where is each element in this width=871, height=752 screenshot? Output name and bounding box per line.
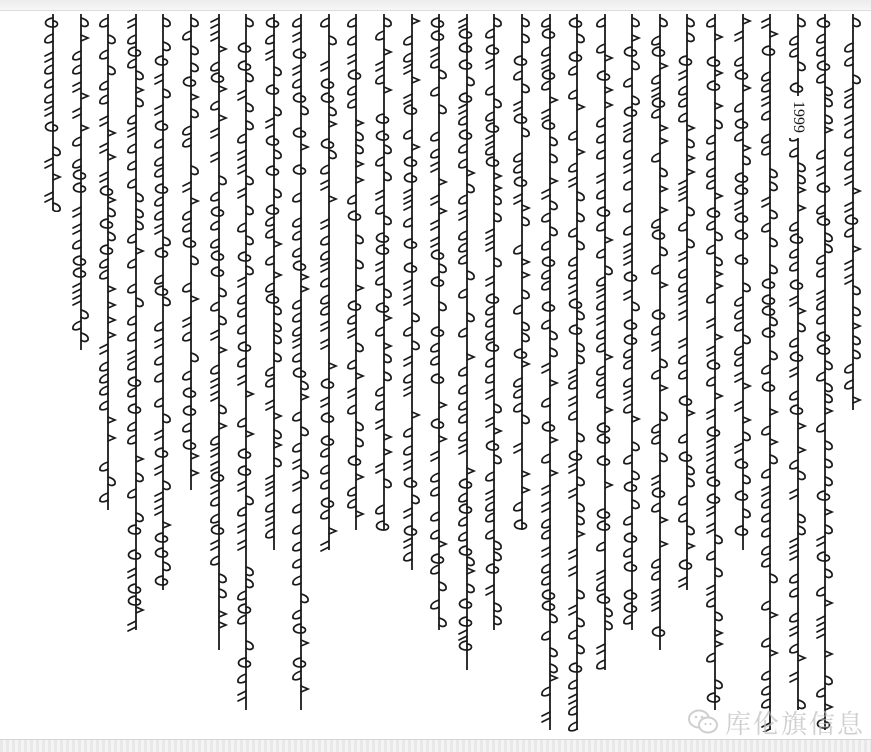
text-column xyxy=(481,12,507,632)
mongolian-script-glyphs xyxy=(509,12,535,532)
bottom-border xyxy=(0,739,871,752)
mongolian-script-glyphs xyxy=(261,12,287,552)
mongolian-script-glyphs xyxy=(123,12,149,632)
text-column xyxy=(537,12,563,732)
mongolian-script-glyphs xyxy=(178,12,204,492)
text-column xyxy=(757,12,783,732)
text-column xyxy=(592,12,618,672)
text-column xyxy=(399,12,425,572)
mongolian-script-glyphs xyxy=(40,12,66,212)
text-column xyxy=(288,12,314,712)
mongolian-script-glyphs xyxy=(757,12,783,732)
text-column xyxy=(730,12,756,552)
watermark xyxy=(687,706,865,738)
text-column xyxy=(95,12,121,512)
mongolian-script-glyphs xyxy=(206,12,232,652)
text-column xyxy=(426,12,452,632)
text-column xyxy=(40,12,66,212)
mongolian-script-glyphs xyxy=(674,12,700,592)
text-column xyxy=(647,12,673,652)
text-column xyxy=(343,12,369,532)
text-column xyxy=(316,12,342,552)
mongolian-script-glyphs xyxy=(564,12,590,732)
mongolian-script-glyphs xyxy=(399,12,425,572)
mongolian-script-glyphs xyxy=(316,12,342,552)
text-column xyxy=(509,12,535,532)
mongolian-script-glyphs xyxy=(647,12,673,652)
top-border xyxy=(0,0,871,11)
text-column xyxy=(150,12,176,592)
text-column xyxy=(619,12,645,632)
text-column xyxy=(840,12,866,412)
mongolian-script-glyphs xyxy=(150,12,176,592)
text-column xyxy=(674,12,700,592)
text-column xyxy=(702,12,728,712)
text-column xyxy=(454,12,480,672)
mongolian-script-glyphs xyxy=(343,12,369,532)
mongolian-script-glyphs xyxy=(812,12,838,732)
mongolian-script-glyphs xyxy=(730,12,756,552)
text-column xyxy=(123,12,149,632)
mongolian-script-glyphs xyxy=(426,12,452,632)
watermark-text: 库伦旗信息 xyxy=(724,709,865,740)
mongolian-script-glyphs xyxy=(619,12,645,632)
wechat-icon xyxy=(687,708,719,736)
text-column xyxy=(178,12,204,492)
mongolian-text-block xyxy=(40,12,866,732)
text-column xyxy=(206,12,232,652)
mongolian-script-glyphs xyxy=(537,12,563,732)
mongolian-script-glyphs xyxy=(233,12,259,712)
mongolian-script-glyphs xyxy=(481,12,507,632)
text-column xyxy=(233,12,259,712)
mongolian-script-glyphs xyxy=(288,12,314,712)
mongolian-script-glyphs xyxy=(68,12,94,352)
mongolian-script-glyphs xyxy=(454,12,480,672)
text-column xyxy=(371,12,397,532)
mongolian-script-glyphs xyxy=(840,12,866,412)
text-column xyxy=(68,12,94,352)
inline-number: 1999 xyxy=(789,96,807,138)
mongolian-script-glyphs xyxy=(371,12,397,532)
mongolian-script-glyphs xyxy=(702,12,728,712)
mongolian-script-glyphs xyxy=(592,12,618,672)
text-column xyxy=(564,12,590,732)
mongolian-script-glyphs xyxy=(95,12,121,512)
text-column xyxy=(261,12,287,552)
text-column xyxy=(812,12,838,732)
